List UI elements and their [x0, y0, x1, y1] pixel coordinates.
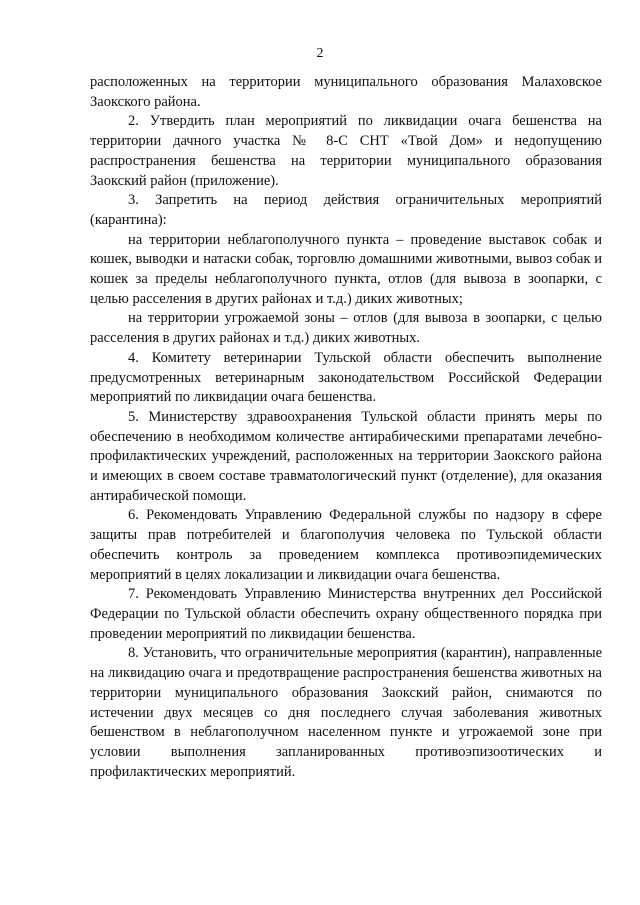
- paragraph-item-7: 7. Рекомендовать Управлению Министерства внутренних дел Российской Федерации по Тульской области обеспечить охрану общественного порядка при проведении мероприятий по ликвидации бешенства.: [90, 586, 602, 642]
- paragraph-item-3: 3. Запретить на период действия ограничительных мероприятий (карантина):: [90, 192, 602, 228]
- paragraph-item-3-subitem-1: на территории неблагополучного пункта – проведение выставок собак и кошек, выводки и натаски собак, торговлю домашними животными, вывоз собак и кошек за пределы неблагополучного пункта, отлов (для вывоза в зоопарки, с целью расселения в других районах и т.д.) диких животных;: [90, 231, 602, 307]
- paragraph-item-3-subitem-2: на территории угрожаемой зоны – отлов (для вывоза в зоопарки, с целью расселения в других районах и т.д.) диких животных.: [90, 310, 602, 347]
- paragraph-continuation: расположенных на территории муниципального образования Малаховское Заокского района.: [90, 74, 602, 110]
- paragraph-item-4: 4. Комитету ветеринарии Тульской области обеспечить выполнение предусмотренных ветеринарным законодательством Российской Федерации мероприятий по ликвидации очага бешенства.: [90, 349, 602, 406]
- paragraph-item-5: 5. Министерству здравоохранения Тульской области принять меры по обеспечению в необходимом количестве антирабическими препаратами лечебно-профилактических учреждений, расположенных на территории Заокского района и имеющих в своем составе травматологический пункт (отделение), для оказания антирабической помощи.: [90, 408, 602, 504]
- paragraph-item-6: 6. Рекомендовать Управлению Федеральной службы по надзору в сфере защиты прав потребителей и благополучия человека по Тульской области обеспечить контроль за проведением комплекса противоэпидемических мероприятий в целях локализации и ликвидации очага бешенства.: [90, 507, 602, 583]
- paragraph-item-2: 2. Утвердить план мероприятий по ликвидации очага бешенства на территории дачного участка № 8-С СНТ «Твой Дом» и недопущению распространения бешенства на территории муниципального образования Заокский район (приложение).: [90, 113, 602, 189]
- page-number: 2: [316, 46, 324, 61]
- document-body: [90, 73, 602, 782]
- paragraph-item-8: 8. Установить, что ограничительные мероприятия (карантин), направленные на ликвидацию очага и предотвращение распространения бешенства животных на территории муниципального образования Заокский район, снимаются по истечении двух месяцев со дня последнего случая заболевания животных бешенством в неблагополучном населенном пункте и угрожаемой зоне при условии выполнения запланированных противоэпизоотических и профилактических мероприятий.: [90, 645, 602, 780]
